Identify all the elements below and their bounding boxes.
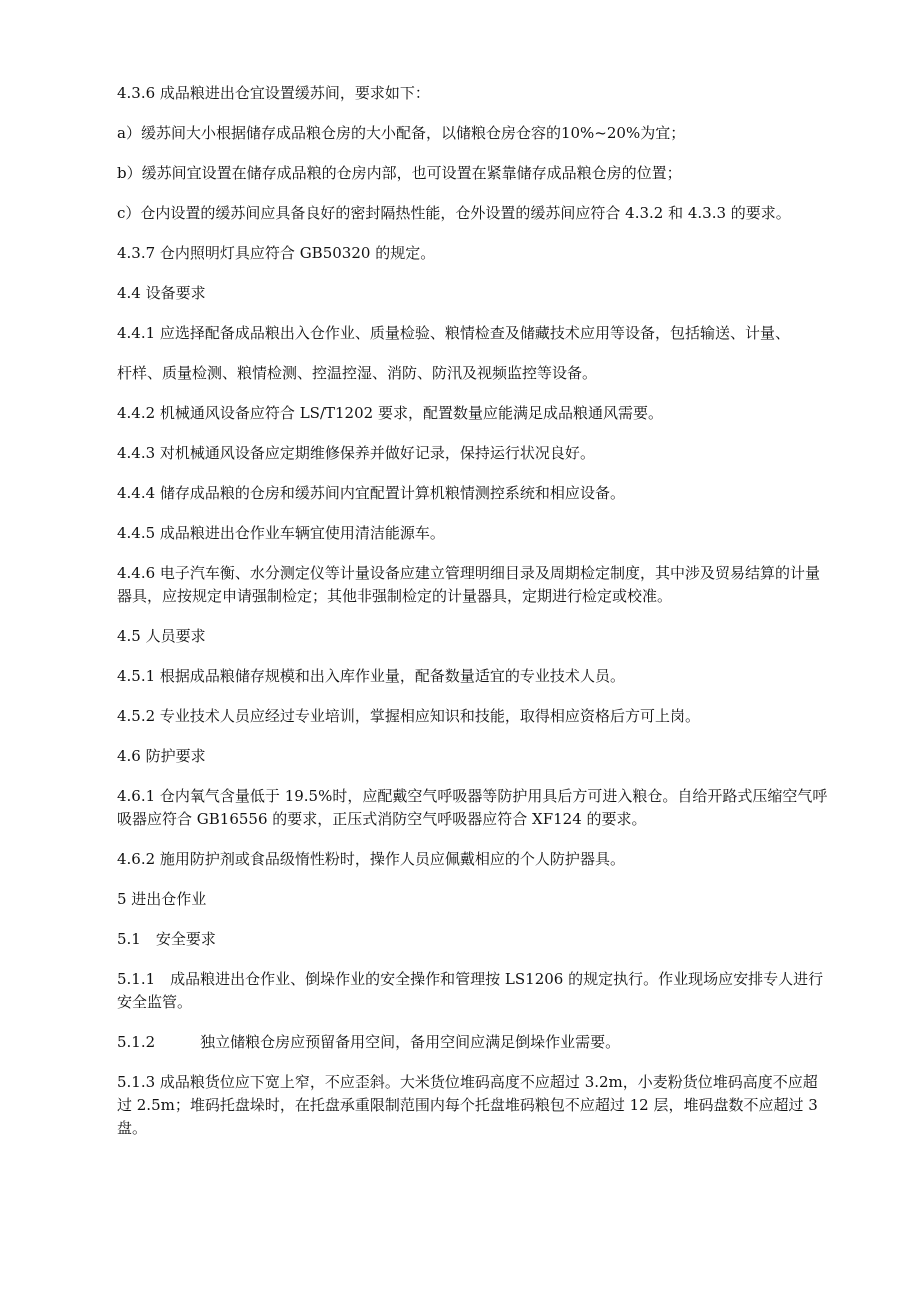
paragraph-4-4-6: 4.4.6 电子汽车衡、水分测定仪等计量设备应建立管理明细目录及周期检定制度，其中涉及贸易结算的计量器具，应按规定申请强制检定；其他非强制检定的计量器具，定期进行检定或校准。 [117,564,820,605]
paragraph-4-4-2: 4.4.2 机械通风设备应符合 LS/T1202 要求，配置数量应能满足成品粮通风需要。 [117,404,663,422]
paragraph-4-4-4: 4.4.4 储存成品粮的仓房和缓苏间内宜配置计算机粮情测控系统和相应设备。 [117,484,625,502]
document-body [117,82,828,1157]
paragraph-4-3-7: 4.3.7 仓内照明灯具应符合 GB50320 的规定。 [117,244,436,262]
paragraph-4-6-2: 4.6.2 施用防护剂或食品级惰性粉时，操作人员应佩戴相应的个人防护器具。 [117,850,625,868]
paragraph-4-3-6-a: a）缓苏间大小根据储存成品粮仓房的大小配备，以储粮仓房仓容的10%~20%为宜； [117,124,686,142]
paragraph-4-5-2: 4.5.2 专业技术人员应经过专业培训，掌握相应知识和技能，取得相应资格后方可上岗。 [117,707,700,725]
paragraph-4-4-5: 4.4.5 成品粮进出仓作业车辆宜使用清洁能源车。 [117,524,445,542]
paragraph-4-3-6-b: b）缓苏间宜设置在储存成品粮的仓房内部，也可设置在紧靠储存成品粮仓房的位置； [117,164,682,182]
heading-4-6: 4.6 防护要求 [117,747,206,765]
paragraph-4-4-1-continued: 杆样、质量检测、粮情检测、控温控湿、消防、防汛及视频监控等设备。 [117,364,598,382]
paragraph-5-1-3: 5.1.3 成品粮货位应下宽上窄，不应歪斜。大米货位堆码高度不应超过 3.2m，小麦粉货位堆码高度不应超过 2.5m；堆码托盘垛时，在托盘承重限制范围内每个托盘堆码粮包不应超过 12 层，堆码盘数不应超过 3 盘。 [117,1073,823,1137]
paragraph-4-4-3: 4.4.3 对机械通风设备应定期维修保养并做好记录，保持运行状况良好。 [117,444,595,462]
paragraph-4-4-1: 4.4.1 应选择配备成品粮出入仓作业、质量检验、粮情检查及储藏技术应用等设备，包括输送、计量、 [117,324,790,342]
paragraph-4-6-1: 4.6.1 仓内氧气含量低于 19.5%时，应配戴空气呼吸器等防护用具后方可进入粮仓。自给开路式压缩空气呼吸器应符合 GB16556 的要求，正压式消防空气呼吸器应符合 XF124 的要求。 [117,787,828,828]
paragraph-4-3-6-c: c）仓内设置的缓苏间应具备良好的密封隔热性能，仓外设置的缓苏间应符合 4.3.2 和 4.3.3 的要求。 [117,204,791,222]
heading-5-1: 5.1 安全要求 [117,930,216,948]
heading-4-5: 4.5 人员要求 [117,627,206,645]
paragraph-5-1-1: 5.1.1 成品粮进出仓作业、倒垛作业的安全操作和管理按 LS1206 的规定执行。作业现场应安排专人进行安全监管。 [117,970,824,1011]
paragraph-5-1-2: 5.1.2 独立储粮仓房应预留备用空间，备用空间应满足倒垛作业需要。 [117,1033,621,1051]
heading-5: 5 进出仓作业 [117,890,207,908]
paragraph-4-3-6: 4.3.6 成品粮进出仓宜设置缓苏间，要求如下： [117,84,430,102]
paragraph-4-5-1: 4.5.1 根据成品粮储存规模和出入库作业量，配备数量适宜的专业技术人员。 [117,667,625,685]
heading-4-4: 4.4 设备要求 [117,284,206,302]
